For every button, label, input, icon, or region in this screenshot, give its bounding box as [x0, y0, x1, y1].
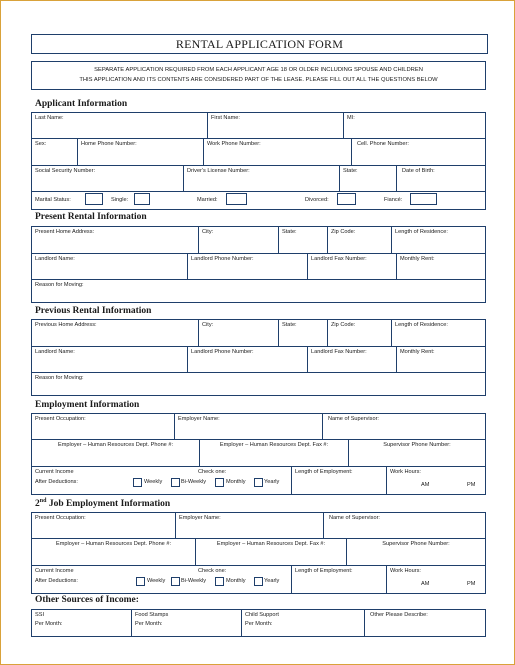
previous-landlord-phone-label: Landlord Phone Number: — [191, 349, 254, 355]
previous-landlord-fax-field[interactable] — [308, 347, 397, 372]
previous-rental-grid — [31, 319, 486, 396]
occupation-label: Present Occupation: — [35, 416, 86, 422]
second-weekly-checkbox[interactable] — [136, 577, 145, 586]
supervisor-name-field[interactable] — [323, 414, 485, 439]
previous-rental-row-reason — [32, 373, 485, 395]
employer-name-label: Employer Name: — [178, 416, 220, 422]
present-landlord-fax-label: Landlord Fax Number: — [311, 256, 367, 262]
second-employer-name-label: Employer Name: — [179, 515, 221, 521]
section-employment-heading: Employment Information — [35, 400, 140, 410]
single-box[interactable] — [134, 193, 150, 205]
section-second-job-heading — [35, 498, 170, 509]
after-deductions-label: After Deductions: — [35, 479, 78, 485]
notice-box — [31, 61, 486, 90]
second-job-grid — [31, 512, 486, 594]
second-hr-phone-field[interactable] — [32, 539, 196, 565]
am-label: AM — [421, 482, 430, 488]
previous-landlord-fax-label: Landlord Fax Number: — [311, 349, 367, 355]
present-landlord-name-field[interactable] — [32, 254, 188, 279]
present-rental-row-address — [32, 227, 485, 254]
hr-fax-field[interactable] — [200, 440, 349, 466]
present-landlord-phone-label: Landlord Phone Number: — [191, 256, 254, 262]
sex-field[interactable] — [32, 139, 78, 165]
present-zip-label: Zip Code: — [331, 229, 356, 235]
applicant-grid — [31, 112, 486, 210]
present-length-field[interactable] — [392, 227, 485, 253]
food-stamps-field[interactable] — [132, 610, 242, 636]
present-address-label: Present Home Address: — [35, 229, 95, 235]
drivers-license-label: Driver's License Number: — [187, 168, 250, 174]
employment-row-income — [32, 467, 485, 494]
biweekly-label: Bi-Weekly — [181, 479, 207, 485]
second-supervisor-phone-field[interactable] — [347, 539, 485, 565]
second-job-heading-sup: nd — [39, 498, 47, 504]
previous-rental-row-address — [32, 320, 485, 347]
present-zip-field[interactable] — [328, 227, 392, 253]
child-support-per-month-label: Per Month: — [245, 621, 273, 627]
hr-phone-label: Employer – Human Resources Dept. Phone #: — [57, 442, 174, 448]
previous-state-label: State: — [282, 322, 297, 328]
child-support-label: Child Support — [245, 612, 279, 618]
second-monthly-label: Monthly — [226, 578, 246, 584]
second-hr-phone-label: Employer – Human Resources Dept. Phone #: — [55, 541, 172, 547]
second-biweekly-label: Bi-Weekly — [181, 578, 207, 584]
other-income-row — [32, 610, 485, 636]
second-weekly-label: Weekly — [147, 578, 166, 584]
second-income-field — [32, 566, 292, 593]
supervisor-phone-field[interactable] — [349, 440, 485, 466]
previous-reason-label: Reason for Moving: — [35, 375, 84, 381]
pm-label: PM — [467, 482, 476, 488]
present-rental-row-landlord — [32, 254, 485, 280]
first-name-label: First Name: — [211, 115, 240, 121]
previous-landlord-name-label: Landlord Name: — [35, 349, 75, 355]
present-landlord-name-label: Landlord Name: — [35, 256, 75, 262]
applicant-row-phones — [32, 139, 485, 166]
yearly-checkbox[interactable] — [254, 478, 263, 487]
mi-label: MI: — [347, 115, 355, 121]
monthly-checkbox[interactable] — [215, 478, 224, 487]
previous-state-field[interactable] — [279, 320, 328, 346]
monthly-label: Monthly — [226, 479, 246, 485]
section-present-rental-heading: Present Rental Information — [35, 212, 147, 222]
present-reason-field[interactable] — [32, 280, 485, 302]
work-hours-field[interactable] — [387, 467, 485, 494]
second-after-deductions-label: After Deductions: — [35, 578, 78, 584]
previous-zip-field[interactable] — [328, 320, 392, 346]
present-state-field[interactable] — [279, 227, 328, 253]
work-phone-field[interactable] — [204, 139, 352, 165]
work-phone-label: Work Phone Number: — [207, 141, 261, 147]
employment-grid — [31, 413, 486, 495]
other-income-grid — [31, 609, 486, 637]
ssi-field[interactable] — [32, 610, 132, 636]
section-applicant-heading: Applicant Information — [35, 99, 128, 109]
second-occupation-label: Present Occupation: — [35, 515, 86, 521]
supervisor-name-label: Name of Supervisor: — [328, 416, 379, 422]
second-monthly-checkbox[interactable] — [215, 577, 224, 586]
home-phone-field[interactable] — [78, 139, 204, 165]
section-previous-rental-heading: Previous Rental Information — [35, 306, 152, 316]
second-pm-label: PM — [467, 581, 476, 587]
employer-name-field[interactable] — [175, 414, 323, 439]
previous-address-field[interactable] — [32, 320, 199, 346]
employment-row-contacts — [32, 440, 485, 467]
last-name-field[interactable] — [32, 113, 208, 138]
ssn-label: Social Security Number: — [35, 168, 95, 174]
married-box[interactable] — [226, 193, 247, 205]
second-job-row-income — [32, 566, 485, 593]
length-employment-label: Length of Employment: — [295, 469, 353, 475]
second-length-employment-label: Length of Employment: — [295, 568, 353, 574]
applicant-row-marital — [32, 192, 485, 209]
second-yearly-checkbox[interactable] — [254, 577, 263, 586]
biweekly-checkbox[interactable] — [171, 478, 180, 487]
previous-zip-label: Zip Code: — [331, 322, 356, 328]
present-length-label: Length of Residence: — [395, 229, 448, 235]
cell-phone-label: Cell. Phone Number: — [357, 141, 409, 147]
second-job-heading-text: Job Employment Information — [46, 499, 171, 510]
notice-line-1: SEPARATE APPLICATION REQUIRED FROM EACH APPLICANT AGE 18 OR OLDER INCLUDING SPOUSE AND CHILDREN — [94, 67, 423, 73]
employment-row-occupation — [32, 414, 485, 440]
second-job-heading-number: 2 — [35, 499, 40, 510]
mi-field[interactable] — [344, 113, 485, 138]
weekly-label: Weekly — [144, 479, 163, 485]
fiance-label: Fiancé: — [384, 197, 403, 203]
dob-field[interactable] — [397, 166, 485, 191]
drivers-license-field[interactable] — [184, 166, 340, 191]
present-reason-label: Reason for Moving: — [35, 282, 84, 288]
present-monthly-rent-label: Monthly Rent: — [400, 256, 435, 262]
food-stamps-label: Food Stamps — [135, 612, 169, 618]
second-biweekly-checkbox[interactable] — [171, 577, 180, 586]
second-yearly-label: Yearly — [264, 578, 280, 584]
second-current-income-label: Current Income — [35, 568, 74, 574]
previous-reason-field[interactable] — [32, 373, 485, 395]
present-rental-grid — [31, 226, 486, 303]
current-income-label: Current Income — [35, 469, 74, 475]
previous-landlord-name-field[interactable] — [32, 347, 188, 372]
present-address-field[interactable] — [32, 227, 199, 253]
previous-monthly-rent-field[interactable] — [397, 347, 485, 372]
dob-label: Date of Birth: — [402, 168, 435, 174]
first-name-field[interactable] — [208, 113, 344, 138]
section-other-income-heading: Other Sources of Income: — [35, 595, 139, 605]
second-work-hours-label: Work Hours: — [390, 568, 421, 574]
weekly-checkbox[interactable] — [133, 478, 142, 487]
divorced-box[interactable] — [337, 193, 356, 205]
second-job-row-contacts — [32, 539, 485, 566]
second-hr-fax-label: Employer – Human Resources Dept. Fax #: — [216, 541, 326, 547]
notice-line-2: THIS APPLICATION AND ITS CONTENTS ARE CONSIDERED PART OF THE LEASE. PLEASE FILL OUT ALL THE QUESTIONS BELOW — [79, 77, 438, 83]
divorced-label: Divorced: — [305, 197, 329, 203]
present-monthly-rent-field[interactable] — [397, 254, 485, 279]
second-check-one-label: Check one: — [198, 568, 227, 574]
marital-status-box[interactable] — [85, 193, 103, 205]
fiance-box[interactable] — [410, 193, 437, 205]
single-label: Single: — [111, 197, 129, 203]
second-employer-name-field[interactable] — [176, 513, 324, 538]
supervisor-phone-label: Supervisor Phone Number: — [383, 442, 451, 448]
second-am-label: AM — [421, 581, 430, 587]
state-field[interactable] — [340, 166, 397, 191]
second-job-row-occupation — [32, 513, 485, 539]
previous-city-label: City: — [202, 322, 214, 328]
work-hours-label: Work Hours: — [390, 469, 421, 475]
cell-phone-field[interactable] — [352, 139, 485, 165]
previous-monthly-rent-label: Monthly Rent: — [400, 349, 435, 355]
form-title: RENTAL APPLICATION FORM — [31, 34, 488, 54]
income-field — [32, 467, 292, 494]
present-city-field[interactable] — [199, 227, 279, 253]
occupation-field[interactable] — [32, 414, 175, 439]
state-label: State: — [343, 168, 358, 174]
second-work-hours-field[interactable] — [387, 566, 485, 593]
home-phone-label: Home Phone Number: — [81, 141, 137, 147]
food-stamps-per-month-label: Per Month: — [135, 621, 163, 627]
previous-rental-row-landlord — [32, 347, 485, 373]
previous-length-label: Length of Residence: — [395, 322, 448, 328]
present-state-label: State: — [282, 229, 297, 235]
married-label: Married: — [197, 197, 218, 203]
present-city-label: City: — [202, 229, 214, 235]
marital-status-label: Marital Status: — [35, 197, 71, 203]
second-supervisor-name-field[interactable] — [324, 513, 485, 538]
other-income-field[interactable] — [365, 610, 485, 636]
previous-length-field[interactable] — [392, 320, 485, 346]
present-landlord-phone-field[interactable] — [188, 254, 308, 279]
hr-fax-label: Employer – Human Resources Dept. Fax #: — [219, 442, 329, 448]
previous-address-label: Previous Home Address: — [35, 322, 97, 328]
ssn-field[interactable] — [32, 166, 184, 191]
second-occupation-field[interactable] — [32, 513, 176, 538]
second-supervisor-phone-label: Supervisor Phone Number: — [382, 541, 450, 547]
applicant-row-ids — [32, 166, 485, 192]
previous-city-field[interactable] — [199, 320, 279, 346]
ssi-per-month-label: Per Month: — [35, 621, 63, 627]
present-landlord-fax-field[interactable] — [308, 254, 397, 279]
check-one-label: Check one: — [198, 469, 227, 475]
length-employment-field[interactable] — [292, 467, 387, 494]
last-name-label: Last Name: — [35, 115, 64, 121]
ssi-label: SSI — [35, 612, 45, 618]
other-income-label: Other Please Describe: — [370, 612, 428, 618]
applicant-row-names — [32, 113, 485, 139]
child-support-field[interactable] — [242, 610, 365, 636]
present-rental-row-reason — [32, 280, 485, 302]
previous-landlord-phone-field[interactable] — [188, 347, 308, 372]
second-length-employment-field[interactable] — [292, 566, 387, 593]
second-hr-fax-field[interactable] — [196, 539, 347, 565]
second-supervisor-name-label: Name of Supervisor: — [329, 515, 380, 521]
hr-phone-field[interactable] — [32, 440, 200, 466]
sex-label: Sex: — [35, 141, 47, 147]
yearly-label: Yearly — [264, 479, 280, 485]
